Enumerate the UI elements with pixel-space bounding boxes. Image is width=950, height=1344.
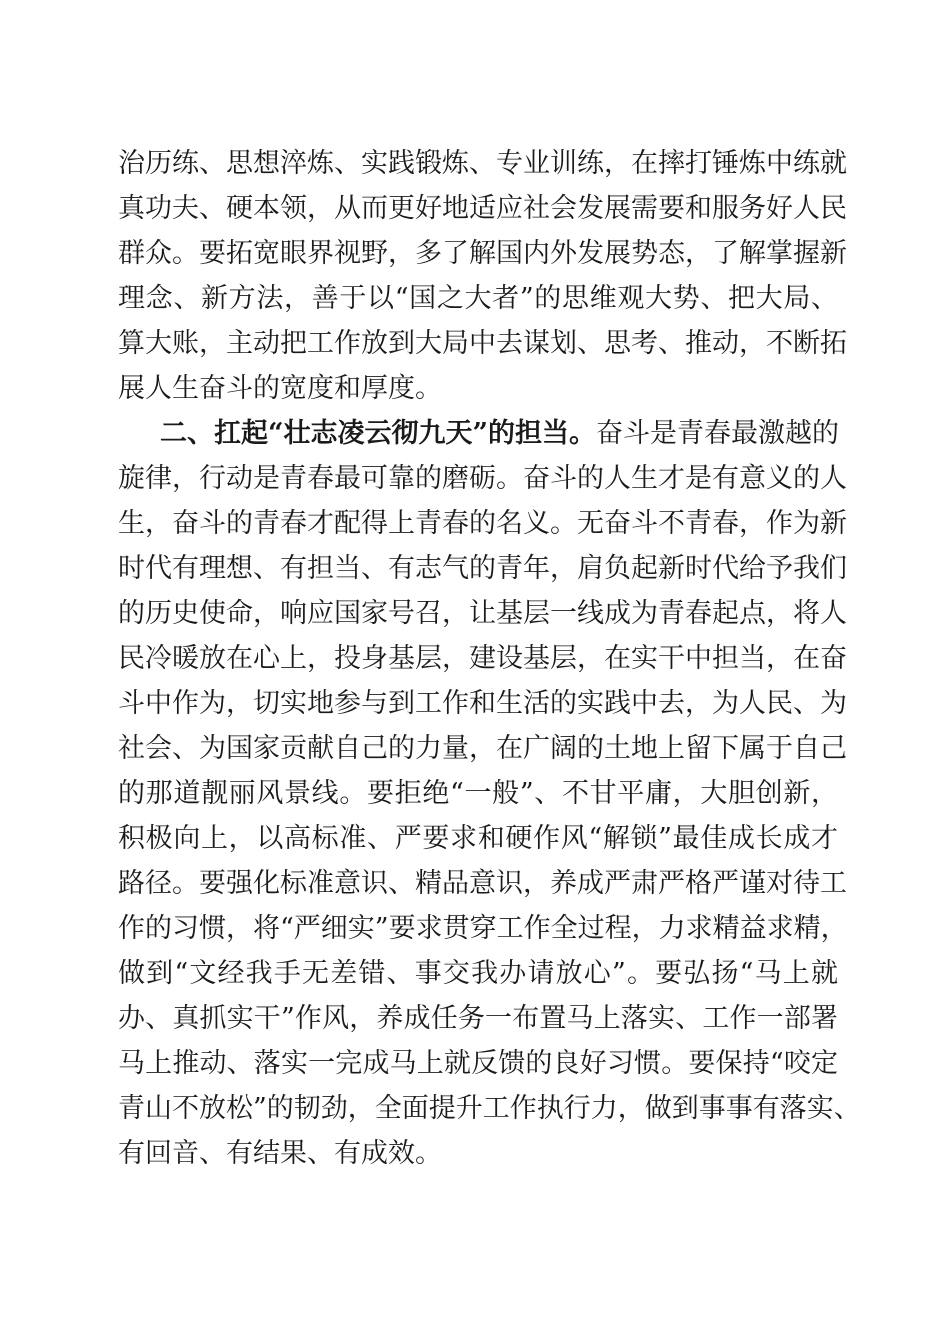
paragraph-1-line: 群众。要拓宽眼界视野，多了解国内外发展势态，了解掌握新 <box>118 238 847 269</box>
paragraph-2-line: 办、真抓实干”作风，养成任务一布置马上落实、工作一部署 <box>118 1003 838 1034</box>
paragraph-2-line-last: 有回音、有结果、有成效。 <box>118 1138 442 1169</box>
paragraph-1-line: 治历练、思想淬炼、实践锻炼、专业训练，在摔打锤炼中练就 <box>118 148 847 179</box>
paragraph-2-line: 旋律，行动是青春最可靠的磨砺。奋斗的人生才是有意义的人 <box>118 463 847 494</box>
paragraph-2-line: 斗中作为，切实地参与到工作和生活的实践中去，为人民、为 <box>118 688 847 719</box>
section-heading: 二、扛起“壮志凌云彻九天”的担当。 <box>160 418 597 449</box>
paragraph-1-line: 真功夫、硬本领，从而更好地适应社会发展需要和服务好人民 <box>118 193 847 224</box>
paragraph-2-line: 的那道靓丽风景线。要拒绝“一般”、不甘平庸，大胆创新， <box>118 778 838 809</box>
paragraph-2-first-line-text: 奋斗是青春最激越的 <box>596 418 840 449</box>
paragraph-1-line: 理念、新方法，善于以“国之大者”的思维观大势、把大局、 <box>118 283 838 314</box>
paragraph-2-line: 积极向上，以高标准、严要求和硬作风“解锁”最佳成长成才 <box>118 823 838 854</box>
paragraph-2-line: 时代有理想、有担当、有志气的青年，肩负起新时代给予我们 <box>118 553 847 584</box>
paragraph-2-line: 做到“文经我手无差错、事交我办请放心”。要弘扬“马上就 <box>118 958 838 989</box>
paragraph-2-line: 路径。要强化标准意识、精品意识，养成严肃严格严谨对待工 <box>118 868 847 899</box>
paragraph-2-line: 生，奋斗的青春才配得上青春的名义。无奋斗不青春，作为新 <box>118 508 847 539</box>
paragraph-2-first-line <box>118 411 838 456</box>
paragraph-2-line: 社会、为国家贡献自己的力量，在广阔的土地上留下属于自己 <box>118 733 847 764</box>
paragraph-2-line: 民冷暖放在心上，投身基层，建设基层，在实干中担当，在奋 <box>118 643 847 674</box>
paragraph-2-line: 马上推动、落实一完成马上就反馈的良好习惯。要保持“咬定 <box>118 1048 838 1079</box>
document-body <box>118 141 861 1176</box>
paragraph-1-line-last: 展人生奋斗的宽度和厚度。 <box>118 373 442 404</box>
paragraph-1-line: 算大账，主动把工作放到大局中去谋划、思考、推动，不断拓 <box>118 328 847 359</box>
paragraph-2-line: 作的习惯，将“严细实”要求贯穿工作全过程，力求精益求精， <box>118 913 848 944</box>
paragraph-2-line: 的历史使命，响应国家号召，让基层一线成为青春起点，将人 <box>118 598 847 629</box>
paragraph-2-line: 青山不放松”的韧劲，全面提升工作执行力，做到事事有落实、 <box>118 1093 861 1124</box>
